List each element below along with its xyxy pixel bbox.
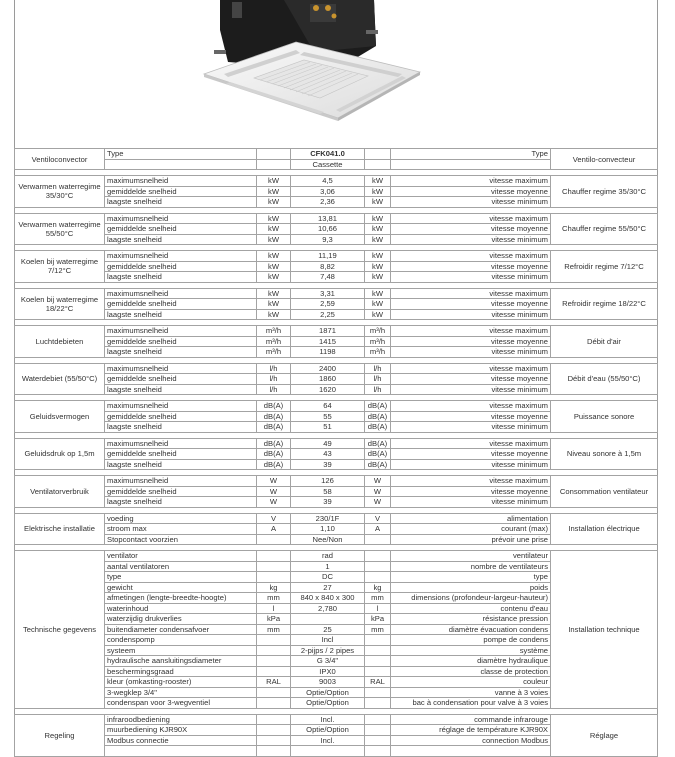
unit-fr: kW xyxy=(365,261,391,272)
unit-fr: kW xyxy=(365,197,391,208)
value: 2,25 xyxy=(291,309,365,320)
value: 126 xyxy=(291,476,365,487)
unit-fr: l/h xyxy=(365,374,391,385)
group-label-fr: Chauffer regime 35/30°C xyxy=(551,176,658,208)
param-fr: vitesse moyenne xyxy=(391,186,551,197)
param-fr: vitesse maximum xyxy=(391,213,551,224)
unit-fr: kW xyxy=(365,251,391,262)
param-fr: nombre de ventilateurs xyxy=(391,561,551,572)
group-label-fr: Refroidir regime 7/12°C xyxy=(551,251,658,283)
unit-nl xyxy=(257,666,291,677)
value: 9,3 xyxy=(291,234,365,245)
unit-fr xyxy=(365,746,391,757)
param-nl: gemiddelde snelheid xyxy=(105,261,257,272)
unit-nl: V xyxy=(257,513,291,524)
param-nl: gemiddelde snelheid xyxy=(105,186,257,197)
table-row xyxy=(15,176,658,187)
value: 2,59 xyxy=(291,299,365,310)
value: 49 xyxy=(291,438,365,449)
table-row xyxy=(15,551,658,562)
unit-fr: kW xyxy=(365,186,391,197)
unit-fr: m³/h xyxy=(365,326,391,337)
unit-fr: kW xyxy=(365,176,391,187)
param-fr: vitesse moyenne xyxy=(391,374,551,385)
group-label-fr: Installation électrique xyxy=(551,513,658,545)
param-fr: vitesse minimum xyxy=(391,422,551,433)
value: 11,19 xyxy=(291,251,365,262)
unit-nl: m³/h xyxy=(257,347,291,358)
unit-nl xyxy=(257,687,291,698)
unit-fr: mm xyxy=(365,593,391,604)
unit-fr: kW xyxy=(365,213,391,224)
param-fr: dimensions (profondeur-largeur-hauteur) xyxy=(391,593,551,604)
unit-fr xyxy=(365,666,391,677)
value: rad xyxy=(291,551,365,562)
unit-nl xyxy=(257,561,291,572)
unit-nl xyxy=(257,645,291,656)
value: 1860 xyxy=(291,374,365,385)
type-label-fr: Type xyxy=(391,149,551,160)
param-nl: maximumsnelheid xyxy=(105,438,257,449)
unit-fr: dB(A) xyxy=(365,459,391,470)
group-label-nl: Verwarmen waterregime 35/30°C xyxy=(15,176,105,208)
param-fr: diamètre évacuation condens xyxy=(391,624,551,635)
value: 3,31 xyxy=(291,288,365,299)
param-nl: afmetingen (lengte-breedte-hoogte) xyxy=(105,593,257,604)
param-fr: type xyxy=(391,572,551,583)
param-fr: vitesse maximum xyxy=(391,476,551,487)
param-nl: beschermingsgraad xyxy=(105,666,257,677)
unit-nl xyxy=(257,698,291,709)
param-fr: vitesse minimum xyxy=(391,459,551,470)
unit-fr xyxy=(365,714,391,725)
param-fr: vitesse maximum xyxy=(391,363,551,374)
param-fr: poids xyxy=(391,582,551,593)
group-label-nl: Koelen bij waterregime 7/12°C xyxy=(15,251,105,283)
param-fr: alimentation xyxy=(391,513,551,524)
unit-nl: dB(A) xyxy=(257,459,291,470)
param-nl: laagste snelheid xyxy=(105,197,257,208)
table-row xyxy=(15,438,658,449)
group-label-nl: Geluidsvermogen xyxy=(15,401,105,433)
unit-nl: W xyxy=(257,486,291,497)
unit-nl: kW xyxy=(257,251,291,262)
value: 55 xyxy=(291,411,365,422)
value: 1198 xyxy=(291,347,365,358)
group-label-nl: Ventilatorverbruik xyxy=(15,476,105,508)
unit-nl: kW xyxy=(257,299,291,310)
unit-nl: mm xyxy=(257,593,291,604)
unit-nl: dB(A) xyxy=(257,411,291,422)
unit-fr: kW xyxy=(365,272,391,283)
group-label-fr: Consommation ventilateur xyxy=(551,476,658,508)
unit-nl: W xyxy=(257,497,291,508)
header-row xyxy=(15,149,658,160)
group-label-fr: Puissance sonore xyxy=(551,401,658,433)
param-nl: type xyxy=(105,572,257,583)
param-fr: ventilateur xyxy=(391,551,551,562)
value: 1871 xyxy=(291,326,365,337)
param-fr xyxy=(391,746,551,757)
param-nl: maximumsnelheid xyxy=(105,213,257,224)
type-label-nl: Type xyxy=(105,149,257,160)
param-nl: laagste snelheid xyxy=(105,422,257,433)
unit-nl xyxy=(257,534,291,545)
group-label-nl: Regeling xyxy=(15,714,105,756)
unit-nl: kW xyxy=(257,224,291,235)
unit-nl: kW xyxy=(257,234,291,245)
unit-nl xyxy=(257,725,291,736)
value: 2,780 xyxy=(291,603,365,614)
param-nl: muurbediening KJR90X xyxy=(105,725,257,736)
unit-fr xyxy=(365,534,391,545)
param-fr: vitesse maximum xyxy=(391,288,551,299)
unit-fr: mm xyxy=(365,624,391,635)
param-nl: maximumsnelheid xyxy=(105,176,257,187)
param-nl: condenspan voor 3-wegventiel xyxy=(105,698,257,709)
unit-fr: l xyxy=(365,603,391,614)
param-nl: maximumsnelheid xyxy=(105,326,257,337)
param-nl: Stopcontact voorzien xyxy=(105,534,257,545)
param-fr: vanne à 3 voies xyxy=(391,687,551,698)
unit-fr: kW xyxy=(365,234,391,245)
value: 8,82 xyxy=(291,261,365,272)
unit-nl: kW xyxy=(257,176,291,187)
param-nl: 3-wegklep 3/4" xyxy=(105,687,257,698)
param-nl: infraroodbediening xyxy=(105,714,257,725)
param-nl: buitendiameter condensafvoer xyxy=(105,624,257,635)
param-nl: laagste snelheid xyxy=(105,234,257,245)
param-nl: maximumsnelheid xyxy=(105,251,257,262)
unit-nl: dB(A) xyxy=(257,422,291,433)
unit-nl: l/h xyxy=(257,374,291,385)
value: 1,10 xyxy=(291,524,365,535)
unit-nl: kW xyxy=(257,309,291,320)
value: G 3/4" xyxy=(291,656,365,667)
param-fr: vitesse maximum xyxy=(391,326,551,337)
param-nl: condenspomp xyxy=(105,635,257,646)
value xyxy=(291,614,365,625)
unit-nl: W xyxy=(257,476,291,487)
value: Incl. xyxy=(291,714,365,725)
table-row xyxy=(15,476,658,487)
param-fr: vitesse moyenne xyxy=(391,449,551,460)
unit-fr: kPa xyxy=(365,614,391,625)
value: 2,36 xyxy=(291,197,365,208)
param-fr: commande infrarouge xyxy=(391,714,551,725)
value: 1 xyxy=(291,561,365,572)
unit-fr xyxy=(365,572,391,583)
param-nl: gemiddelde snelheid xyxy=(105,336,257,347)
param-fr: vitesse minimum xyxy=(391,197,551,208)
unit-fr: A xyxy=(365,524,391,535)
group-label-nl: Waterdebiet (55/50°C) xyxy=(15,363,105,395)
table-row xyxy=(15,251,658,262)
group-label-nl: Luchtdebieten xyxy=(15,326,105,358)
group-label-fr: Installation technique xyxy=(551,551,658,709)
value: 39 xyxy=(291,459,365,470)
param-fr: vitesse maximum xyxy=(391,438,551,449)
unit-fr: dB(A) xyxy=(365,449,391,460)
param-nl: gemiddelde snelheid xyxy=(105,411,257,422)
param-fr: connection Modbus xyxy=(391,735,551,746)
group-label-nl: Geluidsdruk op 1,5m xyxy=(15,438,105,470)
unit-nl: dB(A) xyxy=(257,401,291,412)
group-label-nl: Elektrische installatie xyxy=(15,513,105,545)
param-nl: gemiddelde snelheid xyxy=(105,486,257,497)
table-row xyxy=(15,714,658,725)
param-fr: classe de protection xyxy=(391,666,551,677)
unit-fr xyxy=(365,551,391,562)
param-fr: courant (max) xyxy=(391,524,551,535)
param-fr: système xyxy=(391,645,551,656)
group-label-fr: Débit d'air xyxy=(551,326,658,358)
unit-nl: dB(A) xyxy=(257,449,291,460)
unit-fr: W xyxy=(365,497,391,508)
unit-fr xyxy=(365,725,391,736)
unit-fr xyxy=(365,656,391,667)
param-fr: vitesse minimum xyxy=(391,309,551,320)
param-fr: résistance pression xyxy=(391,614,551,625)
table-row xyxy=(15,513,658,524)
unit-nl: kW xyxy=(257,186,291,197)
param-fr: vitesse maximum xyxy=(391,401,551,412)
param-nl xyxy=(105,746,257,757)
unit-fr: m³/h xyxy=(365,347,391,358)
unit-fr: kW xyxy=(365,309,391,320)
param-fr: vitesse minimum xyxy=(391,384,551,395)
table-row xyxy=(15,401,658,412)
param-fr: vitesse minimum xyxy=(391,497,551,508)
param-fr: vitesse maximum xyxy=(391,176,551,187)
subtype-value: Cassette xyxy=(291,159,365,170)
param-nl: laagste snelheid xyxy=(105,347,257,358)
value: Optie/Option xyxy=(291,725,365,736)
group-label-fr: Réglage xyxy=(551,714,658,756)
param-fr: vitesse minimum xyxy=(391,234,551,245)
unit-fr: dB(A) xyxy=(365,411,391,422)
table-row xyxy=(15,213,658,224)
value: 27 xyxy=(291,582,365,593)
param-fr: vitesse maximum xyxy=(391,251,551,262)
unit-fr: l/h xyxy=(365,384,391,395)
unit-fr: W xyxy=(365,476,391,487)
param-nl: ventilator xyxy=(105,551,257,562)
unit-fr: l/h xyxy=(365,363,391,374)
value: 25 xyxy=(291,624,365,635)
unit-nl: kW xyxy=(257,197,291,208)
value: Nee/Non xyxy=(291,534,365,545)
unit-nl: m³/h xyxy=(257,326,291,337)
unit-fr: W xyxy=(365,486,391,497)
unit-nl: dB(A) xyxy=(257,438,291,449)
value: 2400 xyxy=(291,363,365,374)
value: DC xyxy=(291,572,365,583)
param-nl: gemiddelde snelheid xyxy=(105,449,257,460)
unit-nl xyxy=(257,656,291,667)
value: 1415 xyxy=(291,336,365,347)
unit-fr: dB(A) xyxy=(365,401,391,412)
param-fr: contenu d'eau xyxy=(391,603,551,614)
param-nl: voeding xyxy=(105,513,257,524)
param-nl: waterinhoud xyxy=(105,603,257,614)
value: 230/1F xyxy=(291,513,365,524)
unit-nl: l/h xyxy=(257,363,291,374)
unit-fr: kW xyxy=(365,299,391,310)
spec-table xyxy=(14,148,658,757)
group-label-nl: Koelen bij waterregime 18/22°C xyxy=(15,288,105,320)
value: 4,5 xyxy=(291,176,365,187)
unit-nl xyxy=(257,635,291,646)
param-nl: laagste snelheid xyxy=(105,384,257,395)
header-right-label: Ventilo-convecteur xyxy=(551,149,658,170)
unit-nl: kW xyxy=(257,288,291,299)
unit-fr xyxy=(365,735,391,746)
table-row xyxy=(15,288,658,299)
unit-fr: kW xyxy=(365,224,391,235)
param-fr: vitesse moyenne xyxy=(391,411,551,422)
param-nl: gemiddelde snelheid xyxy=(105,299,257,310)
value: 13,81 xyxy=(291,213,365,224)
unit-nl: kW xyxy=(257,261,291,272)
param-nl: Modbus connectie xyxy=(105,735,257,746)
unit-nl xyxy=(257,551,291,562)
param-fr: réglage de température KJR90X xyxy=(391,725,551,736)
param-fr: couleur xyxy=(391,677,551,688)
param-fr: vitesse moyenne xyxy=(391,299,551,310)
param-fr: vitesse minimum xyxy=(391,272,551,283)
unit-nl: kg xyxy=(257,582,291,593)
value: 7,48 xyxy=(291,272,365,283)
table-row xyxy=(15,363,658,374)
param-fr: vitesse moyenne xyxy=(391,486,551,497)
product-image xyxy=(14,0,656,148)
unit-fr: m³/h xyxy=(365,336,391,347)
param-nl: stroom max xyxy=(105,524,257,535)
unit-nl xyxy=(257,746,291,757)
value: 43 xyxy=(291,449,365,460)
param-nl: maximumsnelheid xyxy=(105,363,257,374)
param-nl: laagste snelheid xyxy=(105,309,257,320)
unit-fr: dB(A) xyxy=(365,438,391,449)
value: Optie/Option xyxy=(291,698,365,709)
param-nl: laagste snelheid xyxy=(105,272,257,283)
value xyxy=(291,746,365,757)
value: 2-pijps / 2 pipes xyxy=(291,645,365,656)
value: 51 xyxy=(291,422,365,433)
group-label-fr: Débit d'eau (55/50°C) xyxy=(551,363,658,395)
param-nl: laagste snelheid xyxy=(105,497,257,508)
unit-fr: kg xyxy=(365,582,391,593)
unit-nl: l/h xyxy=(257,384,291,395)
unit-nl: kW xyxy=(257,213,291,224)
unit-nl: kPa xyxy=(257,614,291,625)
value: 10,66 xyxy=(291,224,365,235)
param-fr: bac à condensation pour valve à 3 voies xyxy=(391,698,551,709)
unit-nl: RAL xyxy=(257,677,291,688)
param-fr: pompe de condens xyxy=(391,635,551,646)
value: 9003 xyxy=(291,677,365,688)
value: 39 xyxy=(291,497,365,508)
param-fr: prévoir une prise xyxy=(391,534,551,545)
unit-fr: dB(A) xyxy=(365,422,391,433)
param-nl: gemiddelde snelheid xyxy=(105,224,257,235)
param-nl: laagste snelheid xyxy=(105,459,257,470)
param-fr: vitesse moyenne xyxy=(391,336,551,347)
group-label-nl: Technische gegevens xyxy=(15,551,105,709)
param-fr: diamètre hydraulique xyxy=(391,656,551,667)
header-left-label: Ventiloconvector xyxy=(15,149,105,170)
unit-nl: mm xyxy=(257,624,291,635)
param-nl: gewicht xyxy=(105,582,257,593)
unit-fr xyxy=(365,698,391,709)
param-fr: vitesse moyenne xyxy=(391,224,551,235)
param-fr: vitesse moyenne xyxy=(391,261,551,272)
param-nl: maximumsnelheid xyxy=(105,288,257,299)
param-nl: maximumsnelheid xyxy=(105,476,257,487)
param-nl: gemiddelde snelheid xyxy=(105,374,257,385)
unit-fr: RAL xyxy=(365,677,391,688)
model-value: CFK041.0 xyxy=(291,149,365,160)
param-nl: hydraulische aansluitingsdiameter xyxy=(105,656,257,667)
group-label-nl: Verwarmen waterregime 55/50°C xyxy=(15,213,105,245)
unit-nl xyxy=(257,735,291,746)
value: Incl xyxy=(291,635,365,646)
group-label-fr: Refroidir regime 18/22°C xyxy=(551,288,658,320)
unit-fr xyxy=(365,635,391,646)
value: Incl. xyxy=(291,735,365,746)
unit-nl: m³/h xyxy=(257,336,291,347)
unit-fr xyxy=(365,645,391,656)
unit-fr: kW xyxy=(365,288,391,299)
param-nl: systeem xyxy=(105,645,257,656)
unit-nl: l xyxy=(257,603,291,614)
value: 840 x 840 x 300 xyxy=(291,593,365,604)
param-fr: vitesse minimum xyxy=(391,347,551,358)
group-label-fr: Chauffer regime 55/50°C xyxy=(551,213,658,245)
value: Optie/Option xyxy=(291,687,365,698)
table-row xyxy=(15,326,658,337)
unit-fr xyxy=(365,561,391,572)
unit-fr xyxy=(365,687,391,698)
value: 1620 xyxy=(291,384,365,395)
value: 3,06 xyxy=(291,186,365,197)
value: 64 xyxy=(291,401,365,412)
param-nl: aantal ventilatoren xyxy=(105,561,257,572)
unit-nl xyxy=(257,572,291,583)
unit-nl: kW xyxy=(257,272,291,283)
unit-nl: A xyxy=(257,524,291,535)
param-nl: waterzijdig drukverlies xyxy=(105,614,257,625)
value: 58 xyxy=(291,486,365,497)
param-nl: kleur (omkasting-rooster) xyxy=(105,677,257,688)
unit-nl xyxy=(257,714,291,725)
param-nl: maximumsnelheid xyxy=(105,401,257,412)
value: IPX0 xyxy=(291,666,365,677)
group-label-fr: Niveau sonore à 1,5m xyxy=(551,438,658,470)
unit-fr: V xyxy=(365,513,391,524)
